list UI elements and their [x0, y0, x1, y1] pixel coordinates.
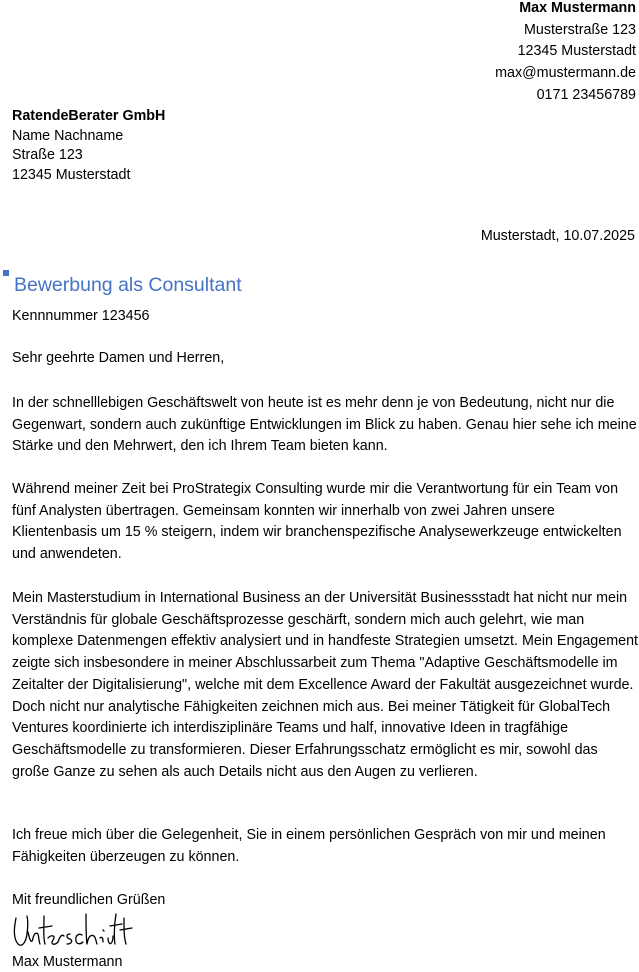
- subject-heading: Bewerbung als Consultant: [14, 274, 242, 296]
- handwritten-signature: [10, 908, 140, 954]
- body-paragraph-2: Während meiner Zeit bei ProStrategix Consulting wurde mir die Verantwortung für ein Team von fünf Analysten übertragen. Gemeinsam konnten wir innerhalb von zwei Jahren unsere Klientenbasis um 15 % steigern, indem wir branchenspezifische Analysewerkzeuge entwickelten und anwendeten.: [12, 481, 622, 563]
- sender-city: 12345 Musterstadt: [517, 43, 636, 60]
- letter-date: Musterstadt, 10.07.2025: [480, 228, 635, 244]
- closing-phrase: Mit freundlichen Grüßen: [12, 892, 166, 908]
- body-paragraph-3: Mein Masterstudium in International Business an der Universität Businessstadt hat nicht nur mein Verständnis für globale Geschäftsprozesse geschärft, sondern mich auch gelehrt, wie man komplexe Datenmengen effektiv analysiert und in handfeste Strategien umsetzt. Mein Engagement zeigte sich insbesondere in meiner Abschlussarbeit zum Thema "Adaptive Geschäftsmodelle im Zeitalter der Digitalisierung", welche mit dem Excellence Award der Fakultät ausgezeichnet wurde. Doch nicht nur analytische Fähigkeiten zeichnen mich aus. Bei meiner Tätigkeit für GlobalTech Ventures koordinierte ich interdisziplinäre Teams und half, innovative Ideen in tragfähige Geschäftsmodelle zu transformieren. Dieser Erfahrungsschatz ermöglicht es mir, sowohl das große Ganze zu sehen als auch Details nicht aus den Augen zu verlieren.: [12, 590, 638, 780]
- sender-address-block: [495, 0, 636, 107]
- sender-street: Musterstraße 123: [523, 21, 636, 38]
- subject-marker-icon: [3, 270, 9, 276]
- recipient-company: RatendeBerater GmbH: [12, 108, 166, 124]
- recipient-city: 12345 Musterstadt: [12, 167, 131, 184]
- recipient-contact: Name Nachname: [12, 127, 124, 144]
- reference-number: Kennnummer 123456: [12, 308, 150, 324]
- recipient-address-block: [12, 107, 165, 186]
- sender-email: max@mustermann.de: [495, 65, 636, 82]
- body-paragraph-1: In der schnelllebigen Geschäftswelt von heute ist es mehr denn je von Bedeutung, nicht nur die Gegenwart, sondern auch zukünftige Entwicklungen im Blick zu haben. Genau hier sehe ich meine Stärke und den Mehrwert, den ich Ihrem Team bieten kann.: [12, 395, 637, 455]
- body-paragraph-4: Ich freue mich über die Gelegenheit, Sie in einem persönlichen Gespräch von mir und meinen Fähigkeiten überzeugen zu können.: [12, 827, 606, 865]
- recipient-street: Straße 123: [12, 147, 83, 164]
- sender-name: Max Mustermann: [519, 0, 636, 16]
- salutation: Sehr geehrte Damen und Herren,: [12, 350, 225, 366]
- sender-phone: 0171 23456789: [536, 86, 636, 103]
- signer-name: Max Mustermann: [12, 954, 123, 970]
